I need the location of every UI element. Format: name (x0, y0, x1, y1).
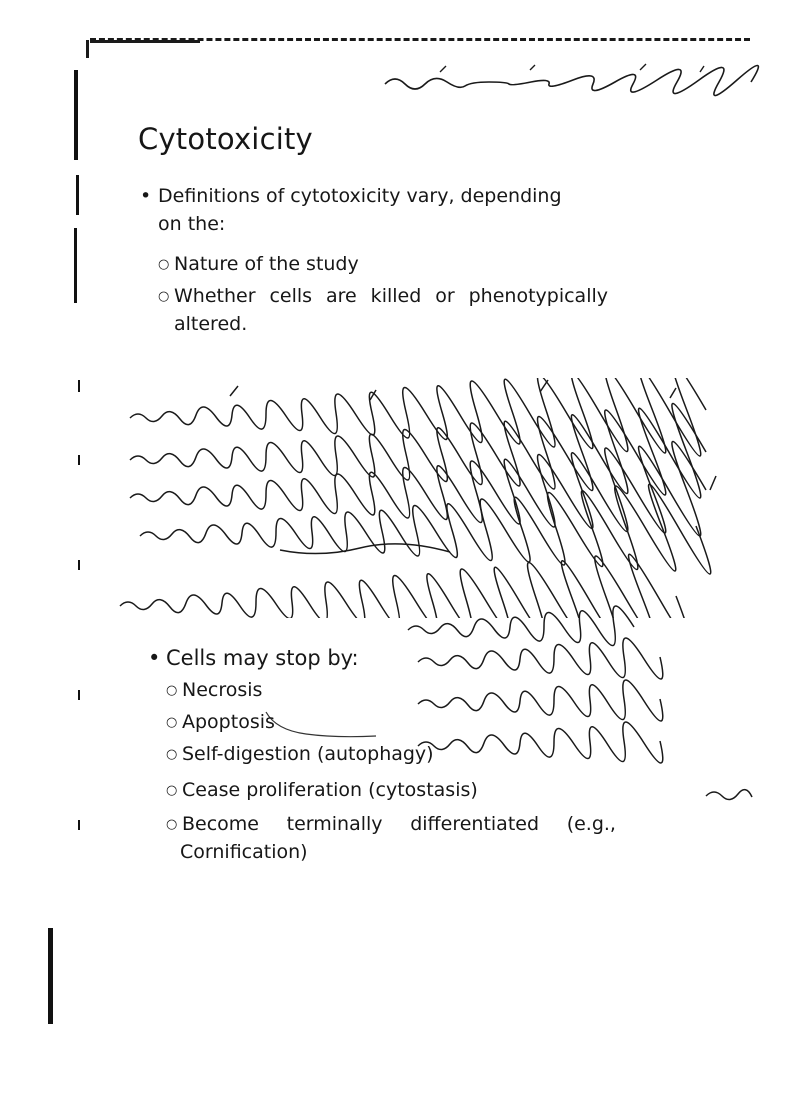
subitem-nature-of-study (158, 250, 359, 279)
subitem-word: ○ Become (166, 810, 259, 839)
binding-mark (78, 560, 80, 570)
sub-bullet-ring: ○ (166, 683, 178, 698)
binding-mark (48, 928, 53, 1024)
sub-bullet-ring: ○ (166, 715, 178, 730)
subitem-self-digestion (166, 740, 434, 769)
subitem-text: Necrosis (182, 679, 263, 701)
binding-mark (78, 820, 80, 830)
sub-bullet-ring: ○ (166, 817, 178, 832)
subitem-necrosis (166, 676, 262, 705)
bullet-text: Cells may stop by: (166, 646, 359, 670)
bullet-dot: • (140, 185, 152, 207)
binding-mark (74, 228, 77, 303)
bullet-definitions (140, 182, 610, 238)
subitem-word: terminally (286, 813, 383, 835)
subitem-word: (e.g., (566, 813, 616, 835)
binding-mark (78, 690, 80, 700)
handwritten-annotation-top (380, 62, 770, 102)
binding-mark (78, 380, 80, 392)
subitem-text-continuation: altered. (174, 313, 248, 335)
subitem-text: Apoptosis (182, 711, 275, 733)
bullet-text-continuation: on the: (158, 213, 226, 235)
subitem-terminally-differentiated (166, 810, 616, 839)
binding-mark (74, 70, 78, 160)
bullet-cells-may-stop (148, 644, 359, 672)
subitem-text: Nature of the study (174, 253, 359, 275)
scan-top-border-solid (90, 40, 200, 43)
sub-bullet-ring: ○ (166, 783, 178, 798)
binding-mark (76, 175, 79, 215)
subitem-cease-proliferation (166, 776, 478, 805)
page-title: Cytotoxicity (138, 122, 313, 156)
bullet-text: Definitions of cytotoxicity vary, depending (158, 185, 562, 207)
subitem-text: Whether cells are killed or phenotypically (174, 285, 608, 307)
subitem-text: Cease proliferation (cytostasis) (182, 779, 478, 801)
sub-bullet-ring: ○ (158, 289, 170, 304)
subitem-text: Self-digestion (autophagy) (182, 743, 434, 765)
sub-bullet-ring: ○ (166, 747, 178, 762)
subitem-cells-killed-or-altered (158, 282, 608, 311)
handwritten-annotation-side (388, 604, 788, 804)
handwritten-annotation-paragraph (110, 378, 794, 618)
subitem-word: differentiated (410, 813, 540, 835)
bullet-dot: • (148, 646, 161, 670)
subitem-apoptosis (166, 708, 275, 737)
scan-corner-mark (86, 40, 89, 58)
sub-bullet-ring: ○ (158, 257, 170, 272)
subitem-text-continuation: Cornification) (180, 841, 308, 863)
binding-mark (78, 455, 80, 465)
